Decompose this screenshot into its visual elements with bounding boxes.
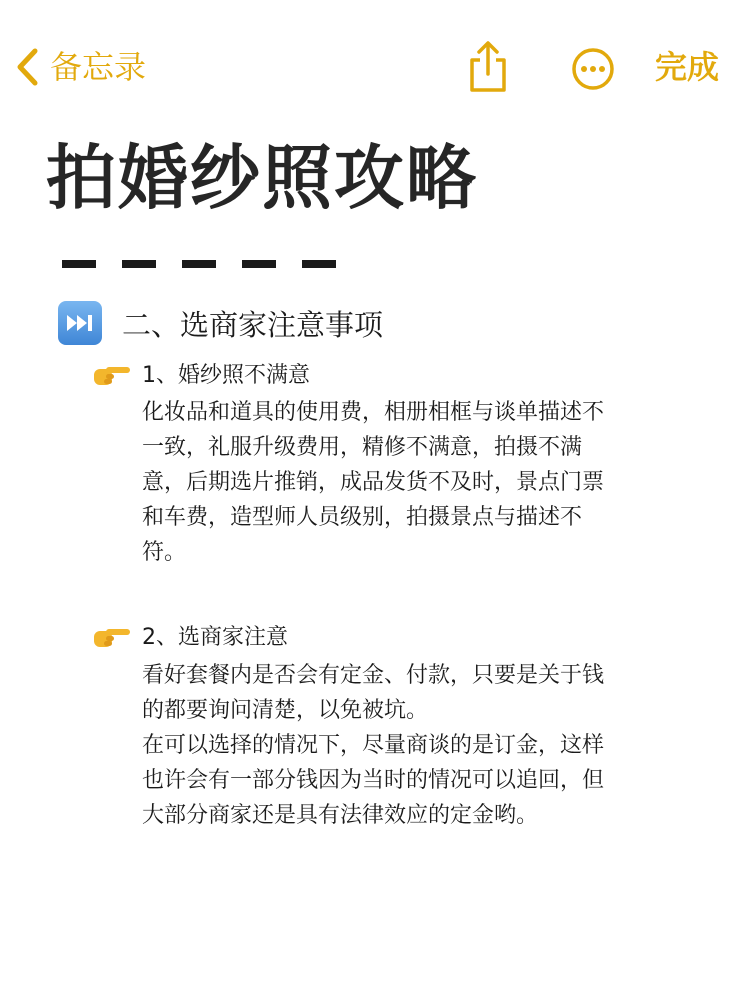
pointing-hand-icon xyxy=(92,361,132,387)
back-button[interactable] xyxy=(14,44,146,90)
item-body xyxy=(142,658,682,833)
section-heading xyxy=(58,300,383,346)
item-paragraph: 看好套餐内是否会有定金、付款，只要是关于钱 的都要询问清楚，以免被坑。 xyxy=(142,663,605,723)
section-label: 二、选商家注意事项 xyxy=(122,307,384,342)
back-label: 备忘录 xyxy=(50,48,147,86)
more-button[interactable] xyxy=(571,47,615,91)
nav-bar xyxy=(0,0,750,120)
share-icon xyxy=(466,79,510,98)
item-heading: 1、婚纱照不满意 xyxy=(142,363,310,388)
item-paragraph: 化妆品和道具的使用费，相册相框与谈单描述不 一致，礼服升级费用，精修不满意，拍摄不满 意，后期选片推销，成品发货不及时，景点门票 和车费，造型师人员级别，拍摄景点与描述不 符。 xyxy=(142,400,605,565)
item-body xyxy=(142,395,682,570)
share-button[interactable] xyxy=(466,38,510,94)
dashed-divider xyxy=(62,260,362,268)
fast-forward-icon xyxy=(58,301,102,345)
note-title: 拍婚纱照攻略 xyxy=(46,137,478,219)
item-heading: 2、选商家注意 xyxy=(142,625,288,650)
done-button[interactable]: 完成 xyxy=(655,48,720,86)
chevron-left-icon xyxy=(14,47,40,87)
pointing-hand-icon xyxy=(92,623,132,649)
more-icon xyxy=(571,76,615,95)
item-paragraph: 在可以选择的情况下，尽量商谈的是订金，这样 也许会有一部分钱因为当时的情况可以追回，但 大部分商家还是具有法律效应的定金哟。 xyxy=(142,733,605,828)
